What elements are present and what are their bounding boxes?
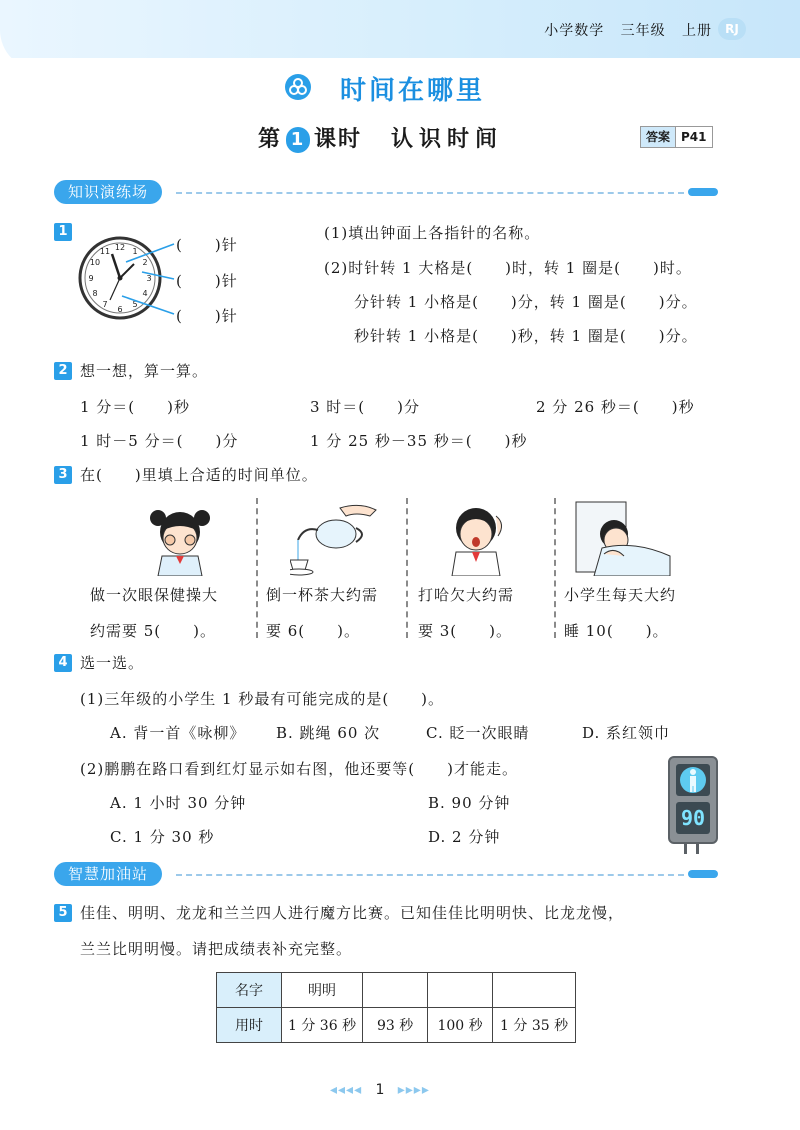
pencil-icon (688, 870, 718, 878)
volume-label: 上册 (682, 23, 712, 39)
q3-item3-line1: 打哈欠大约需 (418, 586, 515, 604)
q3-item4-line2[interactable]: 睡 10( )。 (564, 622, 669, 640)
light-pole (684, 842, 687, 854)
table-cell-time: 1 分 35 秒 (493, 1008, 576, 1043)
svg-text:6: 6 (117, 305, 123, 314)
question-number-4: 4 (54, 654, 72, 672)
table-cell-name[interactable] (363, 973, 428, 1008)
light-pole (696, 842, 699, 854)
pedestrian-icon (676, 764, 710, 796)
q3-item3-line2[interactable]: 要 3( )。 (418, 622, 513, 640)
unit-logo-icon (285, 74, 311, 100)
q5-line2: 兰兰比明明慢。请把成绩表补充完整。 (80, 940, 353, 958)
q1-sub2b: 分针转 1 小格是( )分，转 1 圈是( )分。 (354, 293, 698, 311)
q3-stem: 在( )里填上合适的时间单位。 (80, 466, 318, 484)
svg-text:10: 10 (89, 258, 101, 267)
question-number-1: 1 (54, 223, 72, 241)
table-header-time: 用时 (217, 1008, 282, 1043)
column-divider-3 (554, 498, 556, 638)
table-cell-time: 100 秒 (428, 1008, 493, 1043)
lesson-title (258, 122, 503, 153)
q4-p1-option-c[interactable]: C. 眨一次眼睛 (426, 724, 530, 742)
q4-p1-option-d[interactable]: D. 系红领巾 (582, 724, 671, 742)
lesson-name: 认识时间 (391, 127, 504, 152)
table-cell-name[interactable] (493, 973, 576, 1008)
section-tab-practice: 知识演练场 (54, 180, 162, 204)
q2-item-1[interactable]: 1 分＝( )秒 (80, 398, 191, 416)
q3-item4-line1: 小学生每天大约 (564, 586, 677, 604)
q4-p2-option-c[interactable]: C. 1 分 30 秒 (110, 828, 215, 846)
q4-part2: (2)鹏鹏在路口看到红灯显示如右图，他还要等( )才能走。 (80, 760, 518, 778)
q4-stem: 选一选。 (80, 654, 145, 672)
svg-text:12: 12 (114, 243, 126, 252)
question-number-2: 2 (54, 362, 72, 380)
boy-sleeping-image (574, 500, 672, 576)
q4-p2-option-a[interactable]: A. 1 小时 30 分钟 (110, 794, 247, 812)
table-cell-name[interactable] (428, 973, 493, 1008)
book-info (544, 20, 712, 40)
pencil-icon (688, 188, 718, 196)
q2-item-4[interactable]: 1 时－5 分＝( )分 (80, 432, 239, 450)
q2-item-3[interactable]: 2 分 26 秒＝( )秒 (536, 398, 695, 416)
page-number: 1 (375, 1082, 385, 1098)
answer-label: 答案 (641, 127, 675, 147)
svg-text:1: 1 (132, 247, 138, 256)
lesson-prefix: 第 (258, 127, 283, 152)
q4-p2-option-d[interactable]: D. 2 分钟 (428, 828, 501, 846)
unit-title: 时间在哪里 (340, 76, 486, 106)
column-divider-2 (406, 498, 408, 638)
table-cell-time: 93 秒 (363, 1008, 428, 1043)
svg-text:2: 2 (142, 258, 148, 267)
q3-item1-line1: 做一次眼保健操大 (90, 586, 219, 604)
traffic-light (668, 756, 718, 844)
answer-reference (640, 126, 713, 148)
right-arrows-icon: ▸▸▸▸ (397, 1082, 430, 1098)
countdown-display: 90 (676, 802, 710, 834)
girl-eye-exercise-image (140, 500, 220, 576)
q3-item2-line2[interactable]: 要 6( )。 (266, 622, 361, 640)
score-table (216, 972, 576, 1043)
table-cell-time: 1 分 36 秒 (282, 1008, 363, 1043)
q2-stem: 想一想，算一算。 (80, 362, 209, 380)
q3-item2-line1: 倒一杯茶大约需 (266, 586, 379, 604)
q3-item1-line2[interactable]: 约需要 5( )。 (90, 622, 217, 640)
subject-label: 小学数学 (544, 23, 605, 39)
hand-blank-2[interactable]: ( )针 (176, 272, 238, 290)
q4-p2-option-b[interactable]: B. 90 分钟 (428, 794, 511, 812)
lesson-suffix: 课时 (314, 127, 363, 152)
boy-yawning-image (440, 500, 516, 576)
svg-text:11: 11 (99, 247, 111, 256)
q4-part1: (1)三年级的小学生 1 秒最有可能完成的是( )。 (80, 690, 445, 708)
q2-item-2[interactable]: 3 时＝( )分 (310, 398, 421, 416)
hand-blank-3[interactable]: ( )针 (176, 307, 238, 325)
left-arrows-icon: ◂◂◂◂ (330, 1082, 363, 1098)
section-divider (176, 192, 684, 194)
page-footer (330, 1082, 430, 1098)
table-row (217, 973, 576, 1008)
q1-sub2c: 秒针转 1 小格是( )秒，转 1 圈是( )分。 (354, 327, 698, 345)
question-number-5: 5 (54, 904, 72, 922)
edition-badge: RJ (718, 18, 746, 40)
q1-sub1: (1)填出钟面上各指针的名称。 (324, 224, 541, 242)
svg-text:3: 3 (146, 274, 152, 283)
q1-sub2a: (2)时针转 1 大格是( )时，转 1 圈是( )时。 (324, 259, 692, 277)
section-tab-boost: 智慧加油站 (54, 862, 162, 886)
answer-page: P41 (675, 127, 712, 147)
teapot-pouring-image (290, 500, 380, 576)
column-divider-1 (256, 498, 258, 638)
svg-text:7: 7 (102, 300, 108, 309)
table-header-name: 名字 (217, 973, 282, 1008)
table-row (217, 1008, 576, 1043)
svg-text:4: 4 (142, 289, 148, 298)
svg-text:8: 8 (92, 289, 98, 298)
grade-label: 三年级 (620, 23, 666, 39)
svg-text:9: 9 (88, 274, 94, 283)
q4-p1-option-b[interactable]: B. 跳绳 60 次 (276, 724, 381, 742)
table-cell-name: 明明 (282, 973, 363, 1008)
section-divider (176, 874, 684, 876)
question-number-3: 3 (54, 466, 72, 484)
pointer-arrows (112, 236, 178, 320)
q5-line1: 佳佳、明明、龙龙和兰兰四人进行魔方比赛。已知佳佳比明明快、比龙龙慢， (80, 904, 625, 922)
hand-blank-1[interactable]: ( )针 (176, 236, 238, 254)
lesson-number: 1 (286, 127, 310, 153)
q2-item-5[interactable]: 1 分 25 秒－35 秒＝( )秒 (310, 432, 528, 450)
svg-text:5: 5 (132, 300, 138, 309)
q4-p1-option-a[interactable]: A. 背一首《咏柳》 (110, 724, 246, 742)
